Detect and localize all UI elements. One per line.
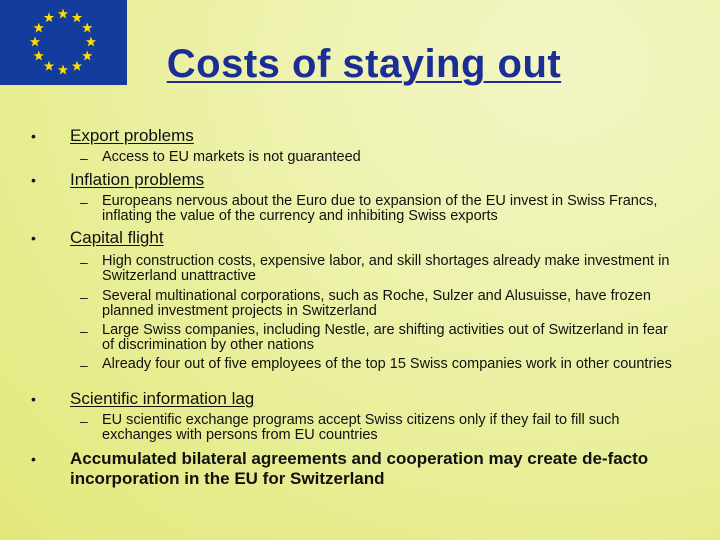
sub-item-text: Large Swiss companies, including Nestle, are shifting activities out of Switzerland in fear of discrimination by other nations [102,322,668,353]
bullet-marker: • [31,451,36,467]
sub-item-text: Several multinational corporations, such as Roche, Sulzer and Alusuisse, have frozen planned investment projects in Switzerland [102,288,651,319]
bullet-item-scientific [0,389,720,413]
dash-marker: – [80,194,88,210]
bullet-marker: • [31,172,36,188]
sub-item [0,254,720,289]
bullet-text: Scientific information lag [70,389,255,408]
sub-item [0,413,720,449]
eu-flag-icon [0,0,127,85]
bullet-item-inflation [0,170,720,194]
sub-item [0,357,720,389]
sub-item-text: Europeans nervous about the Euro due to expansion of the EU invest in Swiss Francs, inflating the value of the currency and inhibiting Swiss exports [102,193,658,224]
dash-marker: – [80,150,88,166]
sub-item [0,289,720,323]
sub-item [0,194,720,228]
slide-title: Costs of staying out [166,42,562,86]
dash-marker: – [80,357,88,373]
bullet-item-export [0,126,720,150]
sub-item-text: Access to EU markets is not guaranteed [102,149,361,165]
bullet-text: Capital flight [70,228,164,247]
bullet-list [0,126,720,489]
sub-item [0,323,720,357]
sub-item-text: High construction costs, expensive labor, and skill shortages already make investment in Switzerland unattractive [102,253,670,284]
dash-marker: – [80,254,88,270]
bullet-marker: • [31,391,36,407]
sub-item [0,150,720,170]
bullet-item-capital [0,228,720,254]
bullet-text: Export problems [70,126,194,145]
dash-marker: – [80,413,88,429]
dash-marker: – [80,323,88,339]
sub-item-text: Already four out of five employees of the top 15 Swiss companies work in other countries [102,356,672,372]
bullet-marker: • [31,230,36,246]
bullet-item-bilateral [0,449,720,489]
bullet-text: Accumulated bilateral agreements and cooperation may create de-facto incorporation in the EU for Switzerland [70,449,649,488]
bullet-text: Inflation problems [70,170,205,189]
sub-item-text: EU scientific exchange programs accept Swiss citizens only if they fail to fill such exchanges with persons from EU countries [102,412,620,443]
bullet-marker: • [31,128,36,144]
dash-marker: – [80,289,88,305]
